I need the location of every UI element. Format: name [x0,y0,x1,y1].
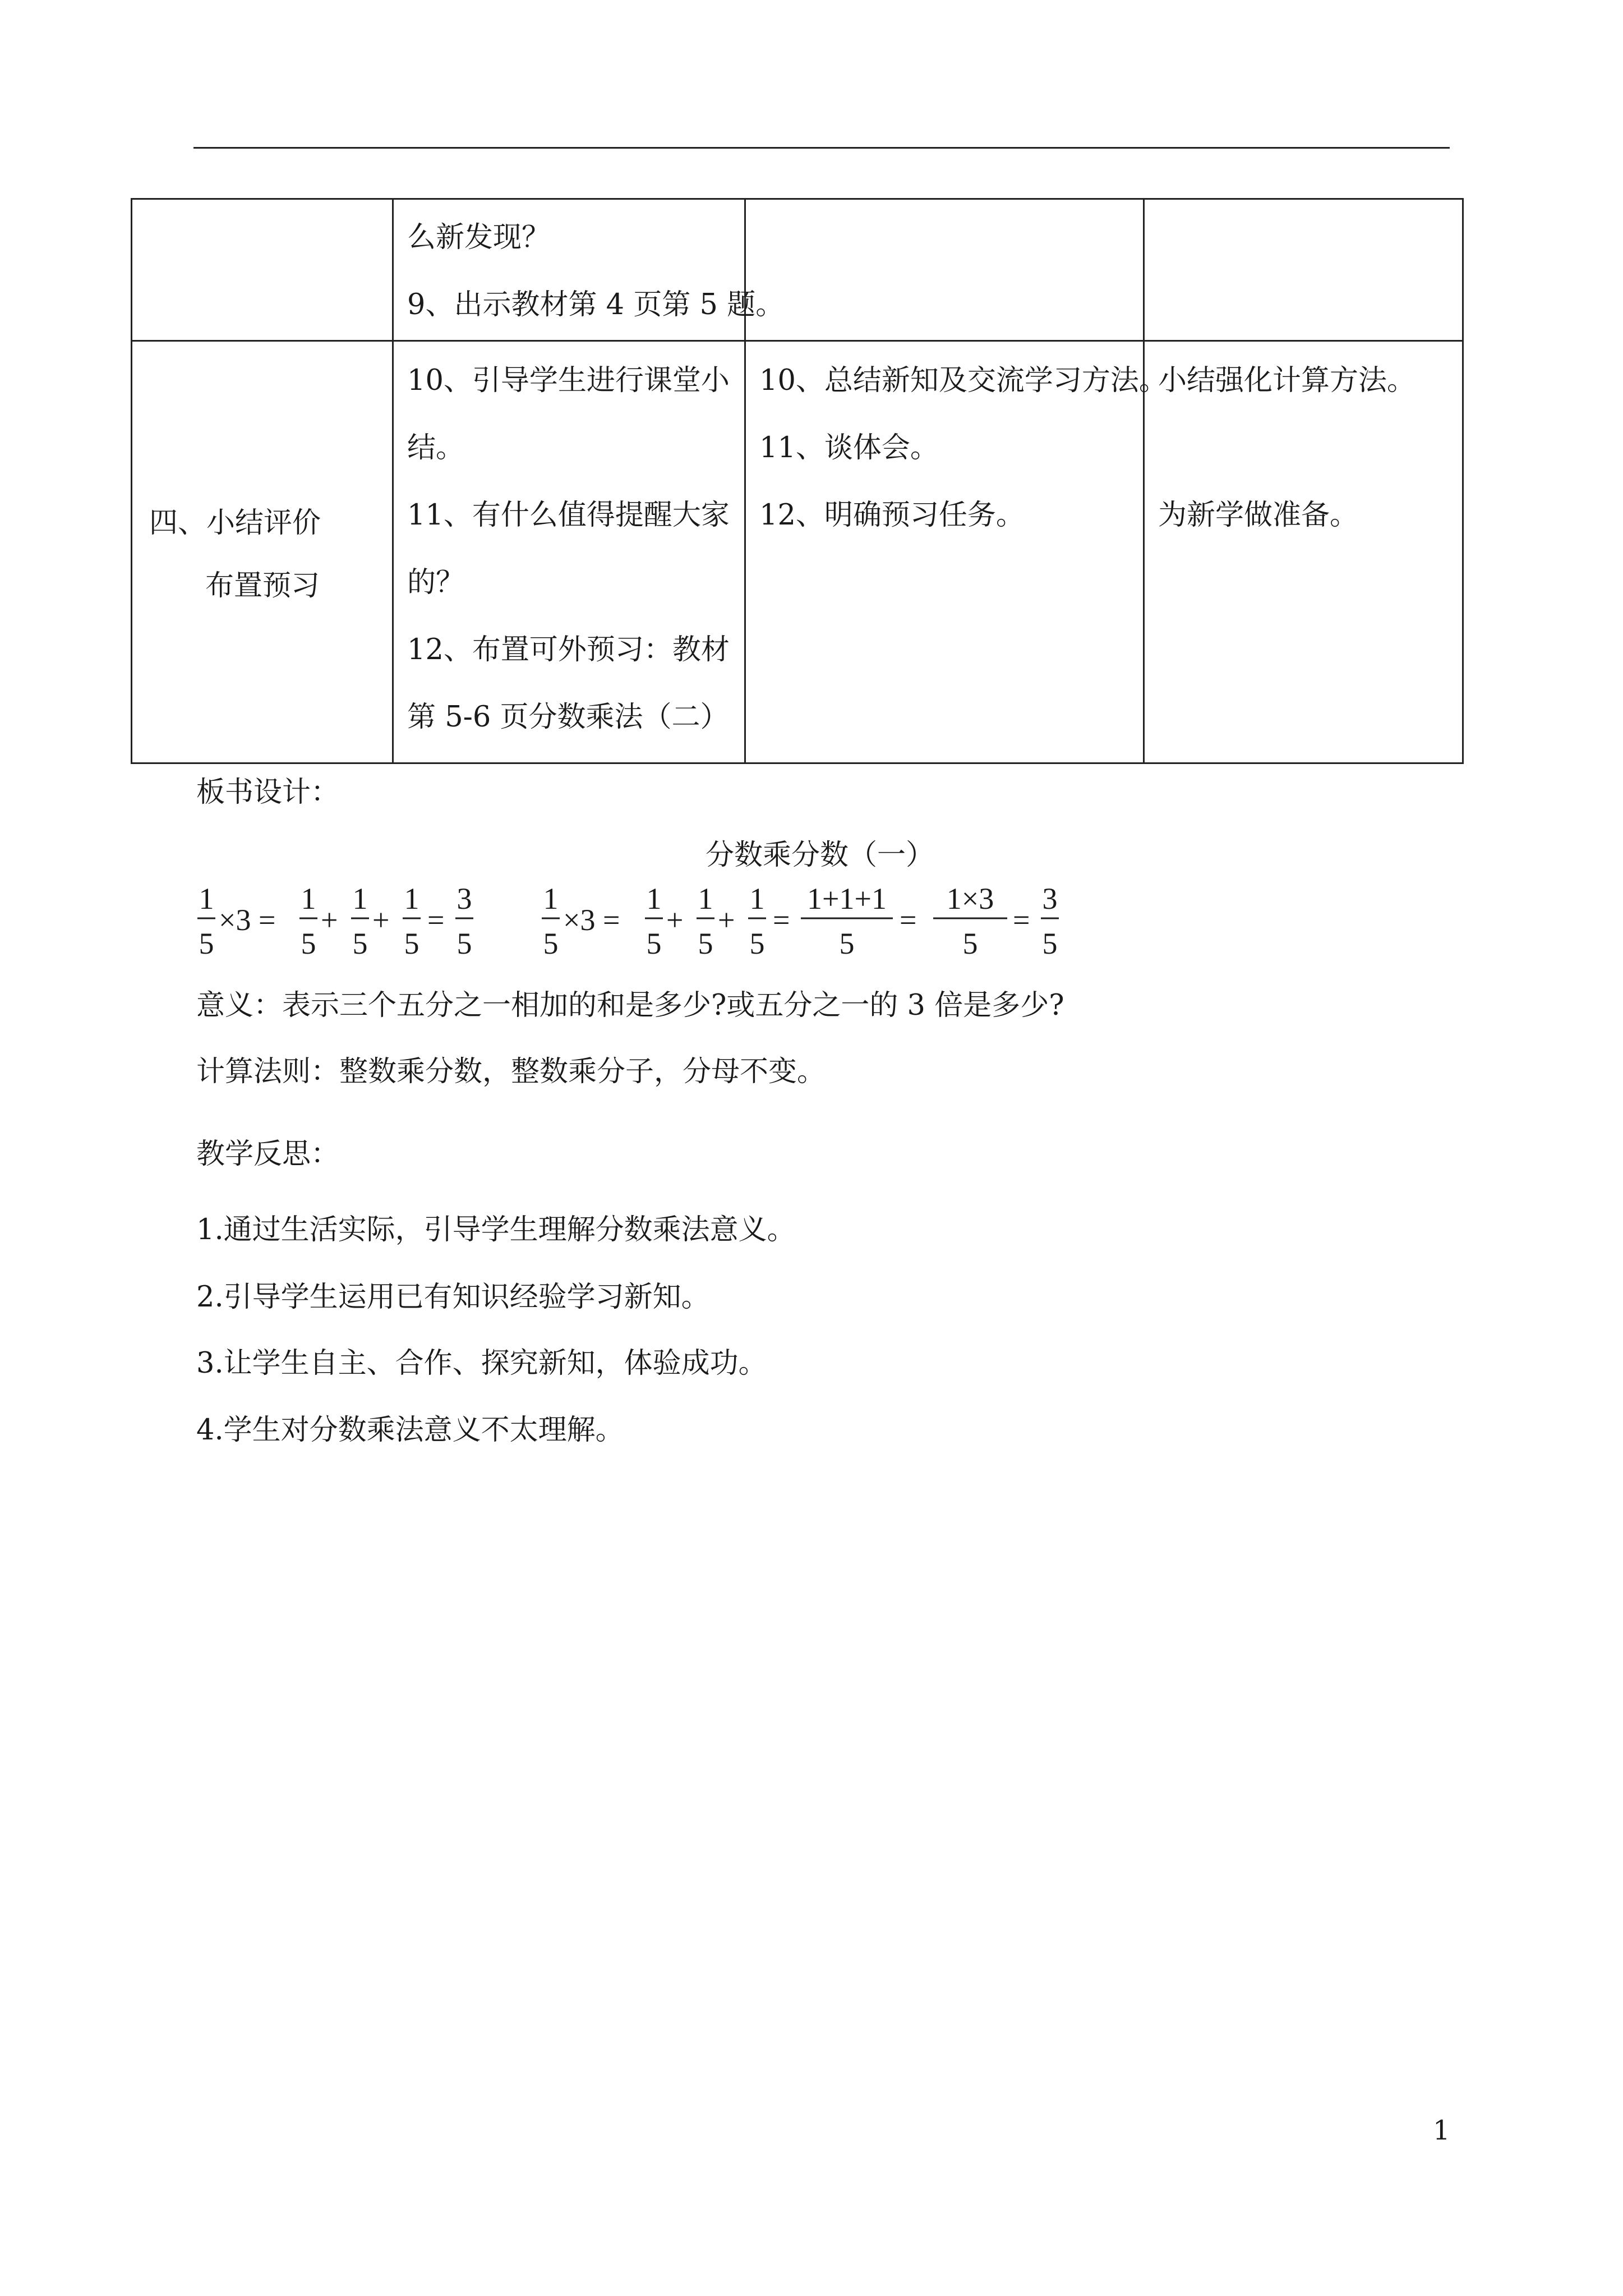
frac-den: 5 [839,927,855,960]
teacher-line: 12、布置可外预习：教材 [407,633,730,666]
intent-line [1158,415,1449,482]
frac-num: 1 [404,882,419,915]
frac-num: 1 [301,882,316,915]
equals-sign: = [773,903,790,937]
student-cell [745,199,1144,341]
teacher-cell [393,199,785,341]
table-row [132,341,1463,763]
student-cell [745,341,1168,763]
times-three: ×3 = [219,903,276,937]
teacher-line: 么新发现？ [407,221,551,254]
table-row [132,199,1463,341]
reflection-label: 教学反思： [196,1138,340,1171]
frac-num: 3 [457,882,472,915]
plus-sign: + [666,903,684,937]
rule-text: 计算法则：整数乘分数，整数乘分子，分母不变。 [196,1055,826,1088]
intent-cell [1144,341,1463,763]
teacher-cell [393,341,745,763]
reflection-item: 4.学生对分数乘法意义不太理解。 [196,1414,624,1447]
reflection-item: 3.让学生自主、合作、探究新知，体验成功。 [196,1347,767,1380]
plus-sign: + [718,903,735,937]
intent-cell [1144,199,1463,341]
board-design-label: 板书设计： [196,776,340,809]
equals-sign: = [427,903,445,937]
frac-num: 1 [199,882,214,915]
stage-title: 四、小结评价 [149,507,321,540]
header-rule [193,147,1450,149]
reflection-item: 1.通过生活实际，引导学生理解分数乘法意义。 [196,1213,796,1246]
stage-subtitle: 布置预习 [205,569,320,602]
equals-sign: = [1013,903,1030,937]
student-line: 12、明确预习任务。 [759,499,1025,532]
stage-cell [132,199,393,341]
frac-den: 5 [457,927,472,960]
student-line: 11、谈体会。 [759,431,939,464]
page-number: 1 [1433,2115,1450,2146]
frac-num: 1×3 [946,882,994,915]
meaning-text: 意义：表示三个五分之一相加的和是多少?或五分之一的 3 倍是多少? [196,989,1064,1022]
frac-num: 1 [543,882,559,915]
frac-den: 5 [962,927,978,960]
teacher-line: 第 5-6 页分数乘法（二） [407,701,729,734]
teacher-line: 10、引导学生进行课堂小 [407,364,730,397]
frac-den: 5 [1042,927,1058,960]
plus-sign: + [372,903,390,937]
frac-den: 5 [352,927,368,960]
stage-cell [132,341,393,763]
frac-den: 5 [404,927,419,960]
teacher-line: 9、出示教材第 4 页第 5 题。 [407,288,785,321]
frac-den: 5 [646,927,662,960]
frac-num: 1 [698,882,713,915]
frac-num: 1 [749,882,765,915]
reflection-item: 2.引导学生运用已有知识经验学习新知。 [196,1281,710,1314]
frac-num: 3 [1042,882,1058,915]
lesson-table [131,198,1464,764]
frac-den: 5 [543,927,559,960]
times-three: ×3 = [563,903,620,937]
teacher-line: 结。 [407,431,465,464]
plus-sign: + [321,903,338,937]
equals-sign: = [900,903,917,937]
student-line: 10、总结新知及交流学习方法。 [759,364,1168,397]
frac-den: 5 [199,927,214,960]
frac-num: 1 [646,882,662,915]
formula-2 [542,882,1059,960]
board-title: 分数乘分数（一） [706,839,935,872]
frac-den: 5 [301,927,316,960]
teacher-line: 的？ [407,566,465,599]
frac-num: 1+1+1 [807,882,887,915]
frac-den: 5 [749,927,765,960]
intent-line: 为新学做准备。 [1158,499,1359,532]
board-formula [196,875,1094,970]
formula-1 [197,882,473,960]
frac-num: 1 [352,882,368,915]
frac-den: 5 [698,927,713,960]
intent-line: 小结强化计算方法。 [1158,364,1416,397]
teacher-line: 11、有什么值得提醒大家 [407,499,730,532]
